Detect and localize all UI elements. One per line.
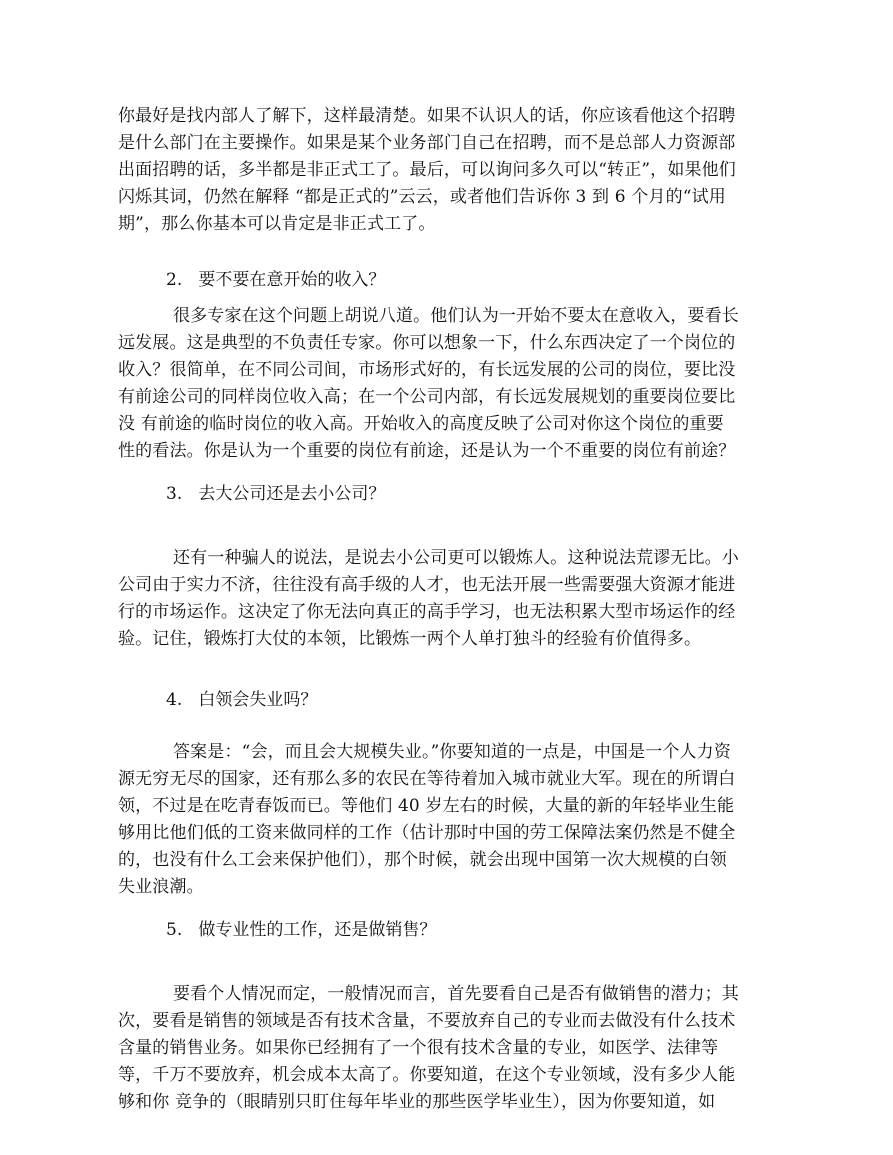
paragraph-line: 有前途公司的同样岗位收入高；在一个公司内部，有长远发展规划的重要岗位要比 <box>118 387 736 407</box>
paragraph-line: 你最好是找内部人了解下，这样最清楚。如果不认识人的话，你应该看他这个招聘 <box>118 106 736 126</box>
paragraph-line: 出面招聘的话，多半都是非正式工了。最后，可以询问多久可以“转正”，如果他们 <box>118 160 736 180</box>
paragraph-line: 要看个人情况而定，一般情况而言，首先要看自己是否有做销售的潜力；其 <box>173 984 739 1004</box>
section-heading: 5. 做专业性的工作，还是做销售？ <box>166 920 437 940</box>
paragraph-line: 收入？很简单，在不同公司间，市场形式好的，有长远发展的公司的岗位，要比没 <box>118 360 736 380</box>
section-heading: 4. 白领会失业吗？ <box>166 690 318 710</box>
paragraph-line: 次，要看是销售的领域是否有技术含量，不要放弃自己的专业而去做没有什么技术 <box>118 1011 736 1031</box>
paragraph-line: 失业浪潮。 <box>118 877 204 897</box>
paragraph-line: 够用比他们低的工资来做同样的工作（估计那时中国的劳工保障法案仍然是不健全 <box>118 823 736 843</box>
paragraph-line: 行的市场运作。这决定了你无法向真正的高手学习，也无法积累大型市场运作的经 <box>118 602 736 622</box>
paragraph-line: 还有一种骗人的说法，是说去小公司更可以锻炼人。这种说法荒谬无比。小 <box>173 548 739 568</box>
paragraph-line: 验。记住，锻炼打大仗的本领，比锻炼一两个人单打独斗的经验有价值得多。 <box>118 629 702 649</box>
paragraph-line: 没 有前途的临时岗位的收入高。开始收入的高度反映了公司对你这个岗位的重要 <box>118 414 724 434</box>
paragraph-line: 公司由于实力不济，往往没有高手级的人才，也无法开展一些需要强大资源才能进 <box>118 575 736 595</box>
paragraph-line: 很多专家在这个问题上胡说八道。他们认为一开始不要太在意收入，要看长 <box>173 306 739 326</box>
paragraph-line: 远发展。这是典型的不负责任专家。你可以想象一下，什么东西决定了一个岗位的 <box>118 333 736 353</box>
paragraph-line: 源无穷无尽的国家，还有那么多的农民在等待着加入城市就业大军。现在的所谓白 <box>118 769 736 789</box>
paragraph-line: 闪烁其词，仍然在解释 “都是正式的”云云，或者他们告诉你 3 到 6 个月的“试用 <box>118 187 726 207</box>
paragraph-line: 领，不过是在吃青春饭而已。等他们 40 岁左右的时候，大量的新的年轻毕业生能 <box>118 796 735 816</box>
paragraph-line: 够和你 竞争的（眼睛别只盯住每年毕业的那些医学毕业生），因为你要知道，如 <box>118 1092 716 1112</box>
paragraph-line: 是什么部门在主要操作。如果是某个业务部门自己在招聘，而不是总部人力资源部 <box>118 133 736 153</box>
section-heading: 3. 去大公司还是去小公司？ <box>166 484 386 504</box>
paragraph-line: 期”，那么你基本可以肯定是非正式工了。 <box>118 214 436 234</box>
section-heading: 2. 要不要在意开始的收入？ <box>166 270 386 290</box>
paragraph-line: 含量的销售业务。如果你已经拥有了一个很有技术含量的专业，如医学、法律等 <box>118 1038 719 1058</box>
paragraph-line: 的，也没有什么工会来保护他们），那个时候，就会出现中国第一次大规模的白领 <box>118 850 727 870</box>
paragraph-line: 性的看法。你是认为一个重要的岗位有前途，还是认为一个不重要的岗位有前途？ <box>118 441 736 461</box>
paragraph-line: 等，千万不要放弃，机会成本太高了。你要知道，在这个专业领域，没有多少人能 <box>118 1065 736 1085</box>
paragraph-line: 答案是：“会，而且会大规模失业。”你要知道的一点是，中国是一个人力资 <box>173 742 731 762</box>
